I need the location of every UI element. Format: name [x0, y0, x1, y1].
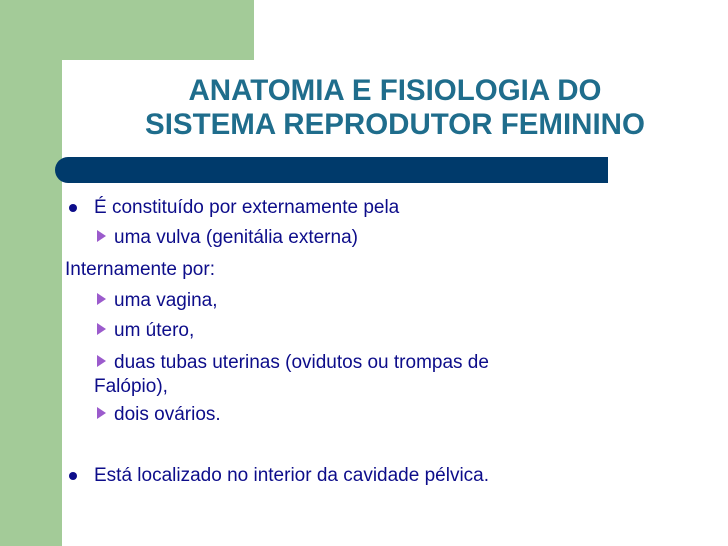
arrow-right-icon: [97, 355, 106, 367]
bullet-item-constitution: É constituído por externamente pela: [94, 197, 400, 218]
arrow-right-icon: [97, 230, 106, 242]
arrow-right-icon: [97, 407, 106, 419]
bullet-dot-icon: [69, 204, 77, 212]
arrow-right-icon: [97, 323, 106, 335]
sub-item-vulva-text: uma vulva (genitália externa): [114, 227, 358, 248]
sub-item-ovaries: [97, 404, 221, 426]
sub-item-vagina: [97, 290, 218, 312]
internal-label: Internamente por:: [65, 259, 215, 280]
sub-item-uterus: [97, 320, 194, 342]
sub-item-tubes: [97, 352, 489, 374]
slide-title-line-2: SISTEMA REPRODUTOR FEMININO: [145, 108, 645, 141]
sub-item-tubes-text: duas tubas uterinas (ovidutos ou trompas de: [114, 352, 489, 373]
slide-title-line-1: ANATOMIA E FISIOLOGIA DO: [188, 74, 602, 107]
arrow-right-icon: [97, 293, 106, 305]
bullet-item-location: Está localizado no interior da cavidade pélvica.: [94, 465, 490, 486]
sub-item-uterus-text: um útero,: [114, 320, 195, 341]
sub-item-tubes-continuation: Falópio),: [94, 376, 168, 397]
sub-item-ovaries-text: dois ovários.: [114, 404, 221, 425]
bullet-dot-icon: [69, 472, 77, 480]
sub-item-vagina-text: uma vagina,: [114, 290, 218, 311]
sub-item-vulva: [97, 227, 358, 249]
